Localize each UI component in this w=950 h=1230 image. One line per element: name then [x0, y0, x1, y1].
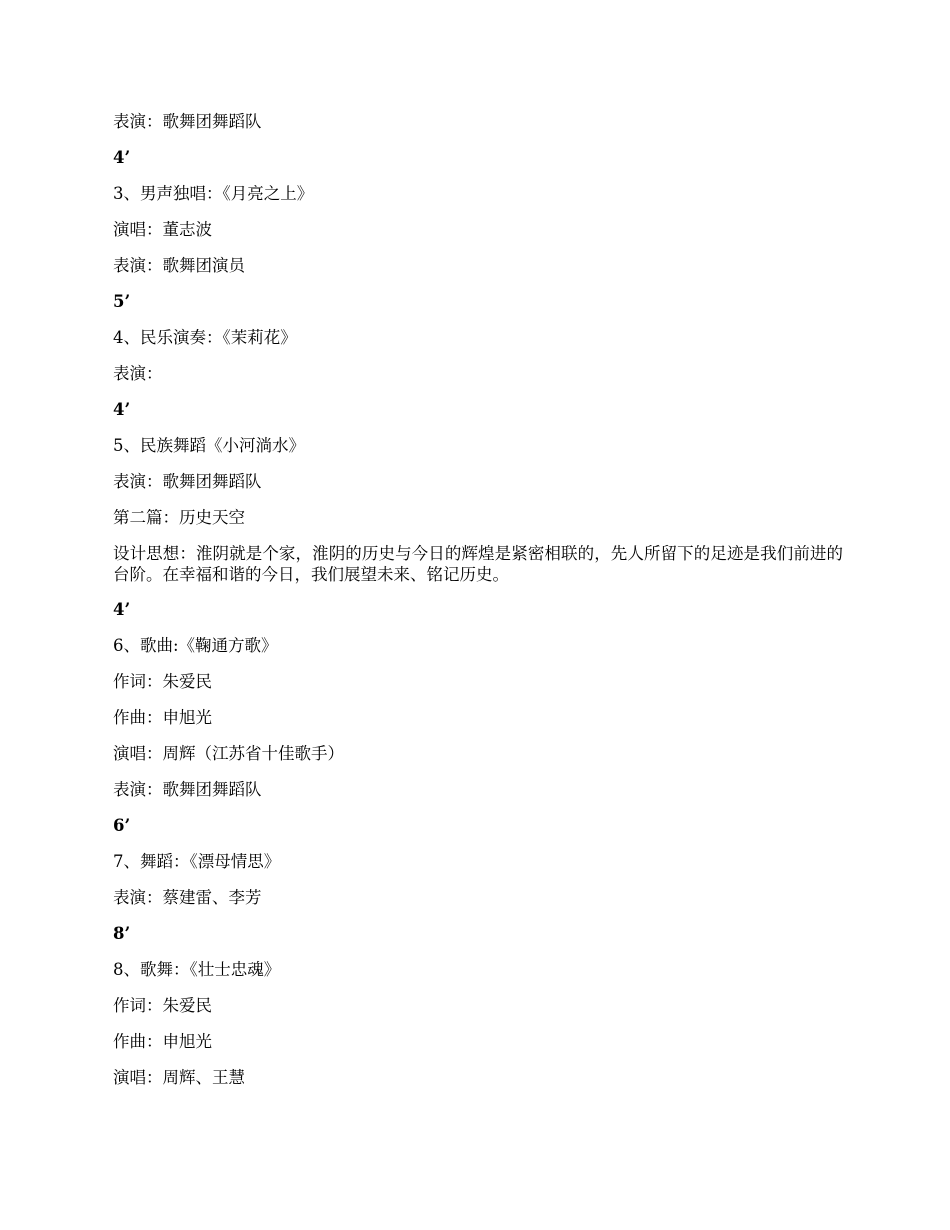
- duration-mark: 4’: [113, 148, 131, 167]
- program-item-title: 4、民乐演奏：《茉莉花》: [113, 328, 297, 347]
- duration-mark: 6’: [113, 816, 131, 835]
- text-line: 表演：歌舞团演员: [113, 256, 245, 275]
- text-line: 演唱：周辉（江苏省十佳歌手）: [113, 744, 344, 763]
- duration-mark: 4’: [113, 600, 131, 619]
- section-heading: 第二篇：历史天空: [113, 508, 245, 527]
- program-item-title: 5、民族舞蹈《小河淌水》: [113, 436, 305, 455]
- text-line: 表演：歌舞团舞蹈队: [113, 112, 262, 131]
- document-page: [113, 111, 843, 1103]
- text-line: 表演：歌舞团舞蹈队: [113, 780, 262, 799]
- program-item-title: 3、男声独唱：《月亮之上》: [113, 184, 314, 203]
- text-line: 演唱：周辉、王慧: [113, 1068, 245, 1087]
- text-line: 作曲：申旭光: [113, 1032, 212, 1051]
- design-concept-paragraph: 设计思想：淮阴就是个家，淮阴的历史与今日的辉煌是紧密相联的，先人所留下的足迹是我们前进的台阶。在幸福和谐的今日，我们展望未来、铭记历史。: [113, 544, 843, 584]
- program-item-title: 6、歌曲:《鞠通方歌》: [113, 636, 278, 655]
- duration-mark: 8’: [113, 924, 131, 943]
- text-line: 作词：朱爱民: [113, 672, 212, 691]
- duration-mark: 5’: [113, 292, 131, 311]
- text-line: 作词：朱爱民: [113, 996, 212, 1015]
- program-item-title: 8、歌舞：《壮士忠魂》: [113, 960, 281, 979]
- text-line: 表演：: [113, 364, 163, 383]
- text-line: 表演：蔡建雷、李芳: [113, 888, 262, 907]
- duration-mark: 4’: [113, 400, 131, 419]
- text-line: 演唱：董志波: [113, 220, 212, 239]
- program-item-title: 7、舞蹈：《漂母情思》: [113, 852, 281, 871]
- text-line: 作曲：申旭光: [113, 708, 212, 727]
- text-line: 表演：歌舞团舞蹈队: [113, 472, 262, 491]
